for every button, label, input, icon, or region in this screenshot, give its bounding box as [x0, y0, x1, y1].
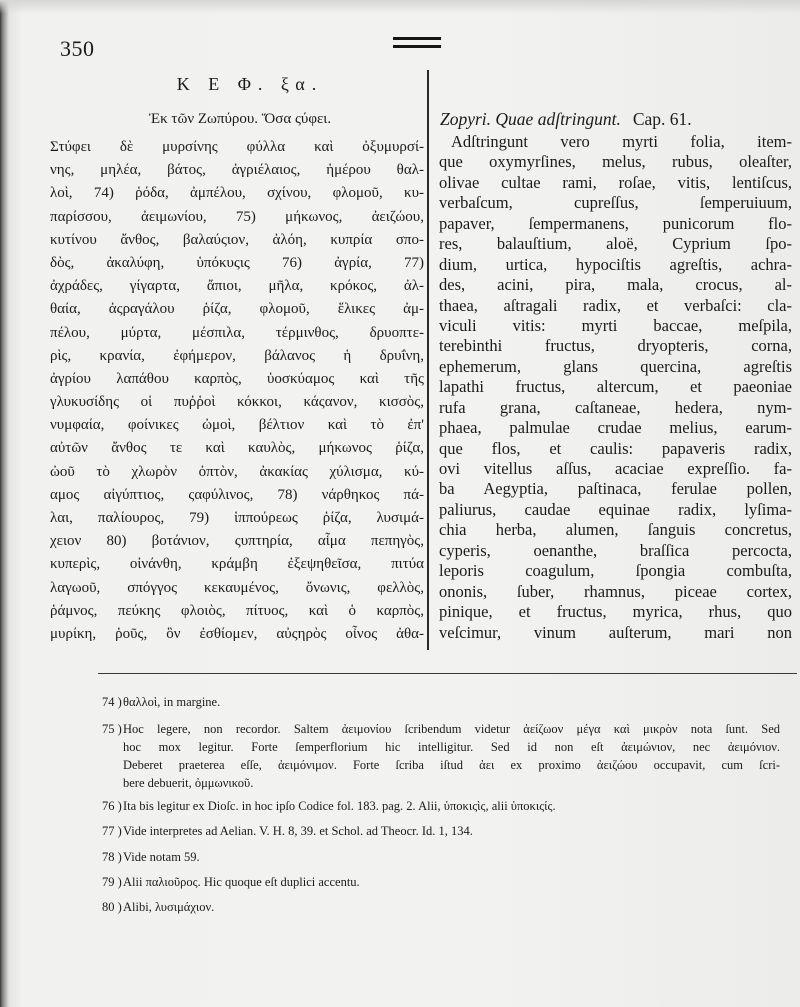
greek-line: δὸς, ἀκαλύφη, ὑπόκυςις 76) ἀγρία, 77): [50, 254, 424, 271]
greek-line: μυρίκη, ῥοῦς, ὃν ἐσθίομεν, αὐςηρὸς οἶνος ἀθα-: [50, 625, 424, 642]
latin-heading-title: Zopyri. Quae adſtringunt.: [440, 109, 621, 129]
latin-line: ephemerum, glans quercina, agreſtis: [439, 356, 792, 376]
footnote-line: Vide interpretes ad Aelian. V. H. 8, 39. et Schol. ad Theocr. Id. 1, 134.: [123, 824, 473, 838]
greek-line: ὠοῦ τὸ χλωρὸν ὀπτὸν, ἀκακίας χύλισμα, κύ-: [50, 463, 424, 480]
greek-line: Στύφει δὲ μυρσίνης φύλλα καὶ ὀξυμυρσί-: [50, 139, 424, 155]
footnote-separator: [98, 673, 797, 674]
latin-line: papaver, ſempermanens, punicorum flo-: [439, 213, 792, 233]
greek-line: πέλου, μύρτα, μέσπιλα, τέρμινθος, δρυοπτε-: [50, 324, 424, 341]
latin-line: ovi vitellus aſſus, acaciae expreſſio. fa-: [439, 459, 792, 478]
latin-line: dium, urtica, hypociſtis agreſtis, achra-: [439, 254, 792, 274]
footnote-line: Deberet praeterea eſſe, ἀειμόνιμον. Forte ſcriba iſtud ἀει ex proximo ἀειζώου occupavit, cum ſcri-: [123, 758, 780, 772]
latin-heading: [440, 109, 792, 130]
latin-line: rufa grana, caſtaneae, hedera, nym-: [439, 397, 792, 417]
latin-line: Adſtringunt vero myrti folia, item-: [451, 132, 792, 151]
greek-subheading: Ἐκ τῶν Ζωπύρου. Ὅσα ςύφει.: [148, 111, 332, 127]
page-number: 350: [60, 36, 95, 61]
latin-line: paliurus, caudae equinae radix, lyſima-: [439, 499, 792, 519]
greek-line: ῥάμνος, πεύκης φλοιὸς, πίτυος, καὶ ὁ καρπὸς,: [50, 602, 424, 619]
header-double-rule: [393, 37, 441, 49]
footnote-line: Alii παλιοῦρος. Hic quoque eſt duplici accentu.: [123, 875, 360, 889]
footnote-line: Vide notam 59.: [123, 850, 200, 864]
greek-line: κυπερὶς, οἰνάνθη, κράμβη ἐξεψηθεῖσα, πιτύα: [50, 556, 424, 573]
greek-line: γλυκυσίδης οἱ πυῤῥοὶ κόκκοι, κάςανον, κισσὸς,: [50, 394, 424, 411]
greek-chapter-heading: Κ Ε Φ. ξα.: [176, 74, 324, 94]
footnote-line: Alibi, λυσιμάχιον.: [123, 900, 215, 914]
footnote-marker: 78 ): [102, 850, 122, 864]
greek-line: χειον 80) βοτάνιον, ςυπτηρία, αἷμα πεπηγὸς,: [50, 533, 424, 550]
greek-line: λαγωοῦ, σπόγγος κεκαυμένος, ὄνωνις, φελλὸς,: [50, 579, 424, 596]
latin-heading-chapter: Cap. 61.: [632, 109, 692, 129]
footnote-text: [123, 693, 780, 711]
scan-top-shade: [0, 0, 800, 14]
latin-line: terebinthi fructus, dryopteris, corna,: [439, 336, 792, 356]
footnote-line: θαλλοὶ, in margine.: [123, 695, 221, 709]
footnote-marker: 79 ): [102, 875, 122, 889]
footnote-line: bere debuerit, ὀμμωνικοῦ.: [123, 776, 254, 790]
greek-line: κυτίνου ἄνθος, βαλαύςιον, ἀλόη, κυπρία σπο-: [50, 231, 424, 248]
footnote-text: [123, 848, 780, 866]
latin-line: res, balauſtium, aloë, Cyprium ſpo-: [439, 234, 792, 254]
latin-line: olivae cultae rami, roſae, vitis, lentiſcus,: [439, 172, 792, 192]
footnote-text: [123, 822, 780, 840]
column-divider: [427, 70, 429, 650]
latin-text-column: [439, 132, 792, 643]
footnote-text: [123, 898, 780, 916]
latin-line: chia herba, alumen, ſanguis concretus,: [439, 520, 792, 540]
footnote-text: [123, 873, 780, 891]
latin-line: ba Aegyptia, paſtinaca, ferulae pollen,: [439, 479, 792, 499]
footnote-marker: 75 ): [102, 722, 122, 736]
latin-line: pinique, et fructus, myrica, rhus, quo: [439, 602, 792, 622]
footnote-line: hoc mox legitur. Forte ſemperflorium hic intelligitur. Sed id non eſt ἀειμώνιον, nec ἀειμόνιον.: [123, 740, 780, 754]
latin-line: ononis, ſuber, rhamnus, piceae cortex,: [439, 581, 792, 601]
footnote-line: Ita bis legitur ex Dioſc. in hoc ipſo Codice fol. 183. pag. 2. Alii, ὑποκιςὶς, alii ὑποκιςίς.: [123, 799, 556, 813]
latin-line: lapathi fructus, altercum, et paeoniae: [439, 377, 792, 397]
footnote-marker: 77 ): [102, 824, 122, 838]
greek-line: αὐτῶν ἄνθος τε καὶ καυλὸς, μήκωνος ῥίζα,: [50, 440, 424, 457]
greek-line: παρίσσου, ἀειμωνίου, 75) μήκωνος, ἀειζώου,: [50, 208, 424, 225]
greek-line: ρὶς, κρανία, ἐφήμερον, βάλανος ἡ δρυΐνη,: [50, 347, 424, 364]
footnote-text: [123, 797, 780, 815]
footnote-marker: 74 ): [102, 695, 122, 709]
latin-line: verbaſcum, cupreſſus, ſemperuiuum,: [439, 193, 792, 213]
footnote-line: Hoc legere, non recordor. Saltem ἀειμονίου ſcribendum videtur ἀείζωον μέγα καὶ μικρὸν nota ſunt. Sed: [123, 722, 780, 736]
latin-line: leporis coagulum, ſpongia combuſta,: [439, 561, 792, 581]
latin-line: veſcimur, vinum auſterum, mari non: [439, 622, 792, 642]
footnote-marker: 80 ): [102, 900, 122, 914]
rule-bar: [393, 45, 441, 48]
latin-line: cyperis, oenanthe, braſſica percocta,: [439, 540, 792, 560]
greek-line: θαία, ἀςραγάλου ῥίζα, φλομοῦ, ἕλικες ἀμ-: [50, 301, 424, 318]
greek-line: λοὶ, 74) ῥόδα, ἀμπέλου, σχίνου, φλομοῦ, κυ-: [50, 185, 424, 202]
greek-line: νυμφαία, φοίνικες ὠμοὶ, βέλτιον καὶ τὸ ἐπ': [50, 417, 424, 434]
greek-line: νης, μηλέα, βάτος, ἀγριέλαιος, ἡμέρου θαλ-: [50, 162, 424, 179]
rule-bar: [393, 37, 441, 40]
greek-line: αμος αἰγύπτιος, ςαφύλινος, 78) νάρθηκος πά-: [50, 486, 424, 503]
footnote-text: [123, 720, 780, 792]
latin-line: des, acini, pira, mala, crocus, al-: [439, 275, 792, 295]
greek-line: λαι, παλίουρος, 79) ἱππούρεως ῥίζα, λυσιμά-: [50, 510, 424, 526]
latin-line: que oxymyrſines, melus, rubus, oleaſter,: [439, 152, 792, 172]
latin-line: viculi vitis: myrti baccae, meſpila,: [439, 315, 792, 335]
footnote-marker: 76 ): [102, 799, 122, 813]
latin-line: que flos, et caulis: papaveris radix,: [439, 438, 792, 458]
greek-line: ἀχράδες, γίγαρτα, ἄπιοι, μῆλα, κρόκος, ἀλ-: [50, 278, 424, 295]
greek-line: ἀγρίου λαπάθου καρπὸς, ὑοσκύαμος καὶ τῆς: [50, 370, 424, 387]
latin-line: phaea, palmulae crudae melius, earum-: [439, 418, 792, 438]
greek-text-column: [50, 136, 424, 646]
latin-line: thaea, aſtragali radix, et verbaſci: cla-: [439, 295, 792, 315]
